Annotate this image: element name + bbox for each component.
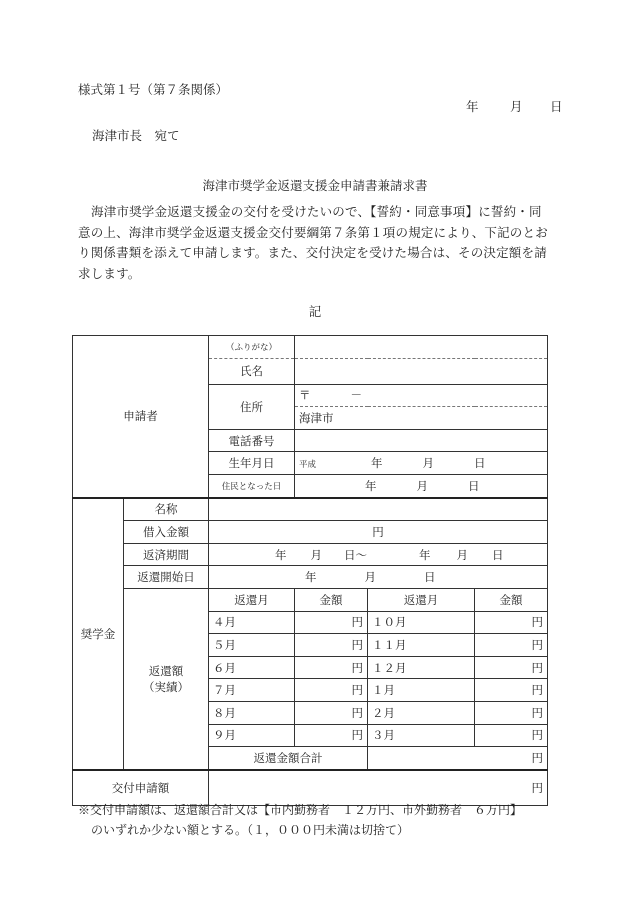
amount-right[interactable]: 円	[475, 634, 548, 657]
date-year: 年	[466, 99, 479, 114]
amount-right[interactable]: 円	[475, 656, 548, 679]
repayment-period-field[interactable]	[209, 543, 548, 566]
repay-label-main: 返還額	[148, 663, 184, 678]
month-left: ７月	[209, 679, 295, 702]
loan-yen: 円	[372, 524, 384, 539]
resident-year: 年	[365, 478, 377, 493]
col-header-month-right: 返還月	[368, 588, 475, 611]
scholarship-section-label: 奨学金	[73, 498, 124, 770]
amount-left[interactable]: 円	[295, 679, 368, 702]
name-field[interactable]	[295, 358, 548, 384]
month-left: ４月	[209, 611, 295, 634]
month-right: ２月	[368, 701, 475, 724]
col-header-amount-right: 金額	[475, 588, 548, 611]
footnote-line2: のいずれか少ない額とする。（１，０００円未満は切捨て）	[91, 823, 410, 837]
period-end-month: 月	[456, 547, 468, 562]
document-title: 海津市奨学金返還支援金申請書兼請求書	[202, 178, 428, 193]
period-tilde: 日～	[344, 547, 367, 562]
repayment-total-label: 返還金額合計	[209, 747, 368, 770]
furigana-label: （ふりがな）	[209, 336, 295, 359]
form-number: 様式第１号（第７条関係）	[78, 82, 229, 97]
amount-left[interactable]: 円	[295, 701, 368, 724]
amount-left[interactable]: 円	[295, 656, 368, 679]
birth-month: 月	[422, 456, 435, 471]
resident-date-label: 住民となった日	[209, 474, 295, 497]
footnote-line1: ※交付申請額は、返還額合計又は【市内勤務者 １２万円、市外勤務者 ６万円】	[78, 803, 523, 817]
resident-month: 月	[416, 478, 428, 493]
amount-left[interactable]: 円	[295, 611, 368, 634]
month-left: ６月	[209, 656, 295, 679]
amount-right[interactable]: 円	[475, 701, 548, 724]
name-label: 氏名	[209, 358, 295, 384]
month-right: １２月	[368, 656, 475, 679]
address-label: 住所	[209, 384, 295, 429]
address-city: 海津市	[299, 410, 334, 425]
application-form-table	[72, 335, 548, 806]
amount-left[interactable]: 円	[295, 634, 368, 657]
resident-date-field[interactable]	[295, 474, 548, 497]
phone-field[interactable]	[295, 429, 548, 452]
body-text: 海津市奨学金返還支援金の交付を受けたいので、【誓約・同意事項】に誓約・同意の上、海津市奨学金返還支援金交付要綱第７条第１項の規定により、下記のとおり関係書類を添えて申請します。また、交付決定を受けた場合は、その決定額を請求します。	[78, 204, 548, 281]
month-right: ３月	[368, 724, 475, 747]
postal-dash: －	[350, 388, 362, 403]
month-right: １０月	[368, 611, 475, 634]
start-month: 月	[364, 570, 376, 585]
loan-amount-field[interactable]	[209, 521, 548, 544]
date-month: 月	[510, 99, 523, 114]
month-left: ８月	[209, 701, 295, 724]
phone-label: 電話番号	[209, 429, 295, 452]
col-header-month-left: 返還月	[209, 588, 295, 611]
date-day: 日	[550, 99, 563, 114]
period-start-month: 月	[310, 547, 322, 562]
month-left: ９月	[209, 724, 295, 747]
repayment-total-field[interactable]: 円	[368, 747, 548, 770]
repayment-start-label: 返還開始日	[124, 566, 209, 589]
col-header-amount-left: 金額	[295, 588, 368, 611]
date-line	[466, 97, 563, 115]
month-right: １１月	[368, 634, 475, 657]
month-right: １月	[368, 679, 475, 702]
start-year: 年	[305, 570, 317, 585]
grant-amount-field[interactable]: 円	[209, 770, 548, 806]
address-field[interactable]	[295, 407, 548, 430]
repayment-period-label: 返済期間	[124, 543, 209, 566]
furigana-field[interactable]	[295, 336, 548, 359]
repayment-start-field[interactable]	[209, 566, 548, 589]
amount-right[interactable]: 円	[475, 679, 548, 702]
start-day: 日	[424, 570, 436, 585]
amount-left[interactable]: 円	[295, 724, 368, 747]
loan-amount-label: 借入金額	[124, 521, 209, 544]
amount-right[interactable]: 円	[475, 611, 548, 634]
scholarship-name-field[interactable]	[209, 498, 548, 521]
repayment-amount-label	[124, 588, 209, 769]
applicant-section-label: 申請者	[73, 336, 209, 498]
period-end-year: 年	[419, 547, 431, 562]
birth-label: 生年月日	[209, 452, 295, 475]
amount-right[interactable]: 円	[475, 724, 548, 747]
postal-mark: 〒	[299, 388, 311, 403]
footnote	[78, 800, 558, 840]
postal-field[interactable]	[295, 384, 548, 407]
birth-day: 日	[474, 456, 486, 471]
repay-label-sub: （実績）	[143, 679, 189, 694]
birth-year: 年	[371, 456, 383, 471]
resident-day: 日	[468, 478, 480, 493]
addressee: 海津市長 宛て	[92, 128, 180, 143]
era-label: 平成	[299, 460, 317, 471]
period-start-year: 年	[275, 547, 287, 562]
month-left: ５月	[209, 634, 295, 657]
period-end-day: 日	[492, 547, 504, 562]
birth-field[interactable]	[295, 452, 548, 475]
grant-amount-label: 交付申請額	[73, 770, 209, 806]
ki-label: 記	[308, 304, 322, 319]
scholarship-name-label: 名称	[124, 498, 209, 521]
